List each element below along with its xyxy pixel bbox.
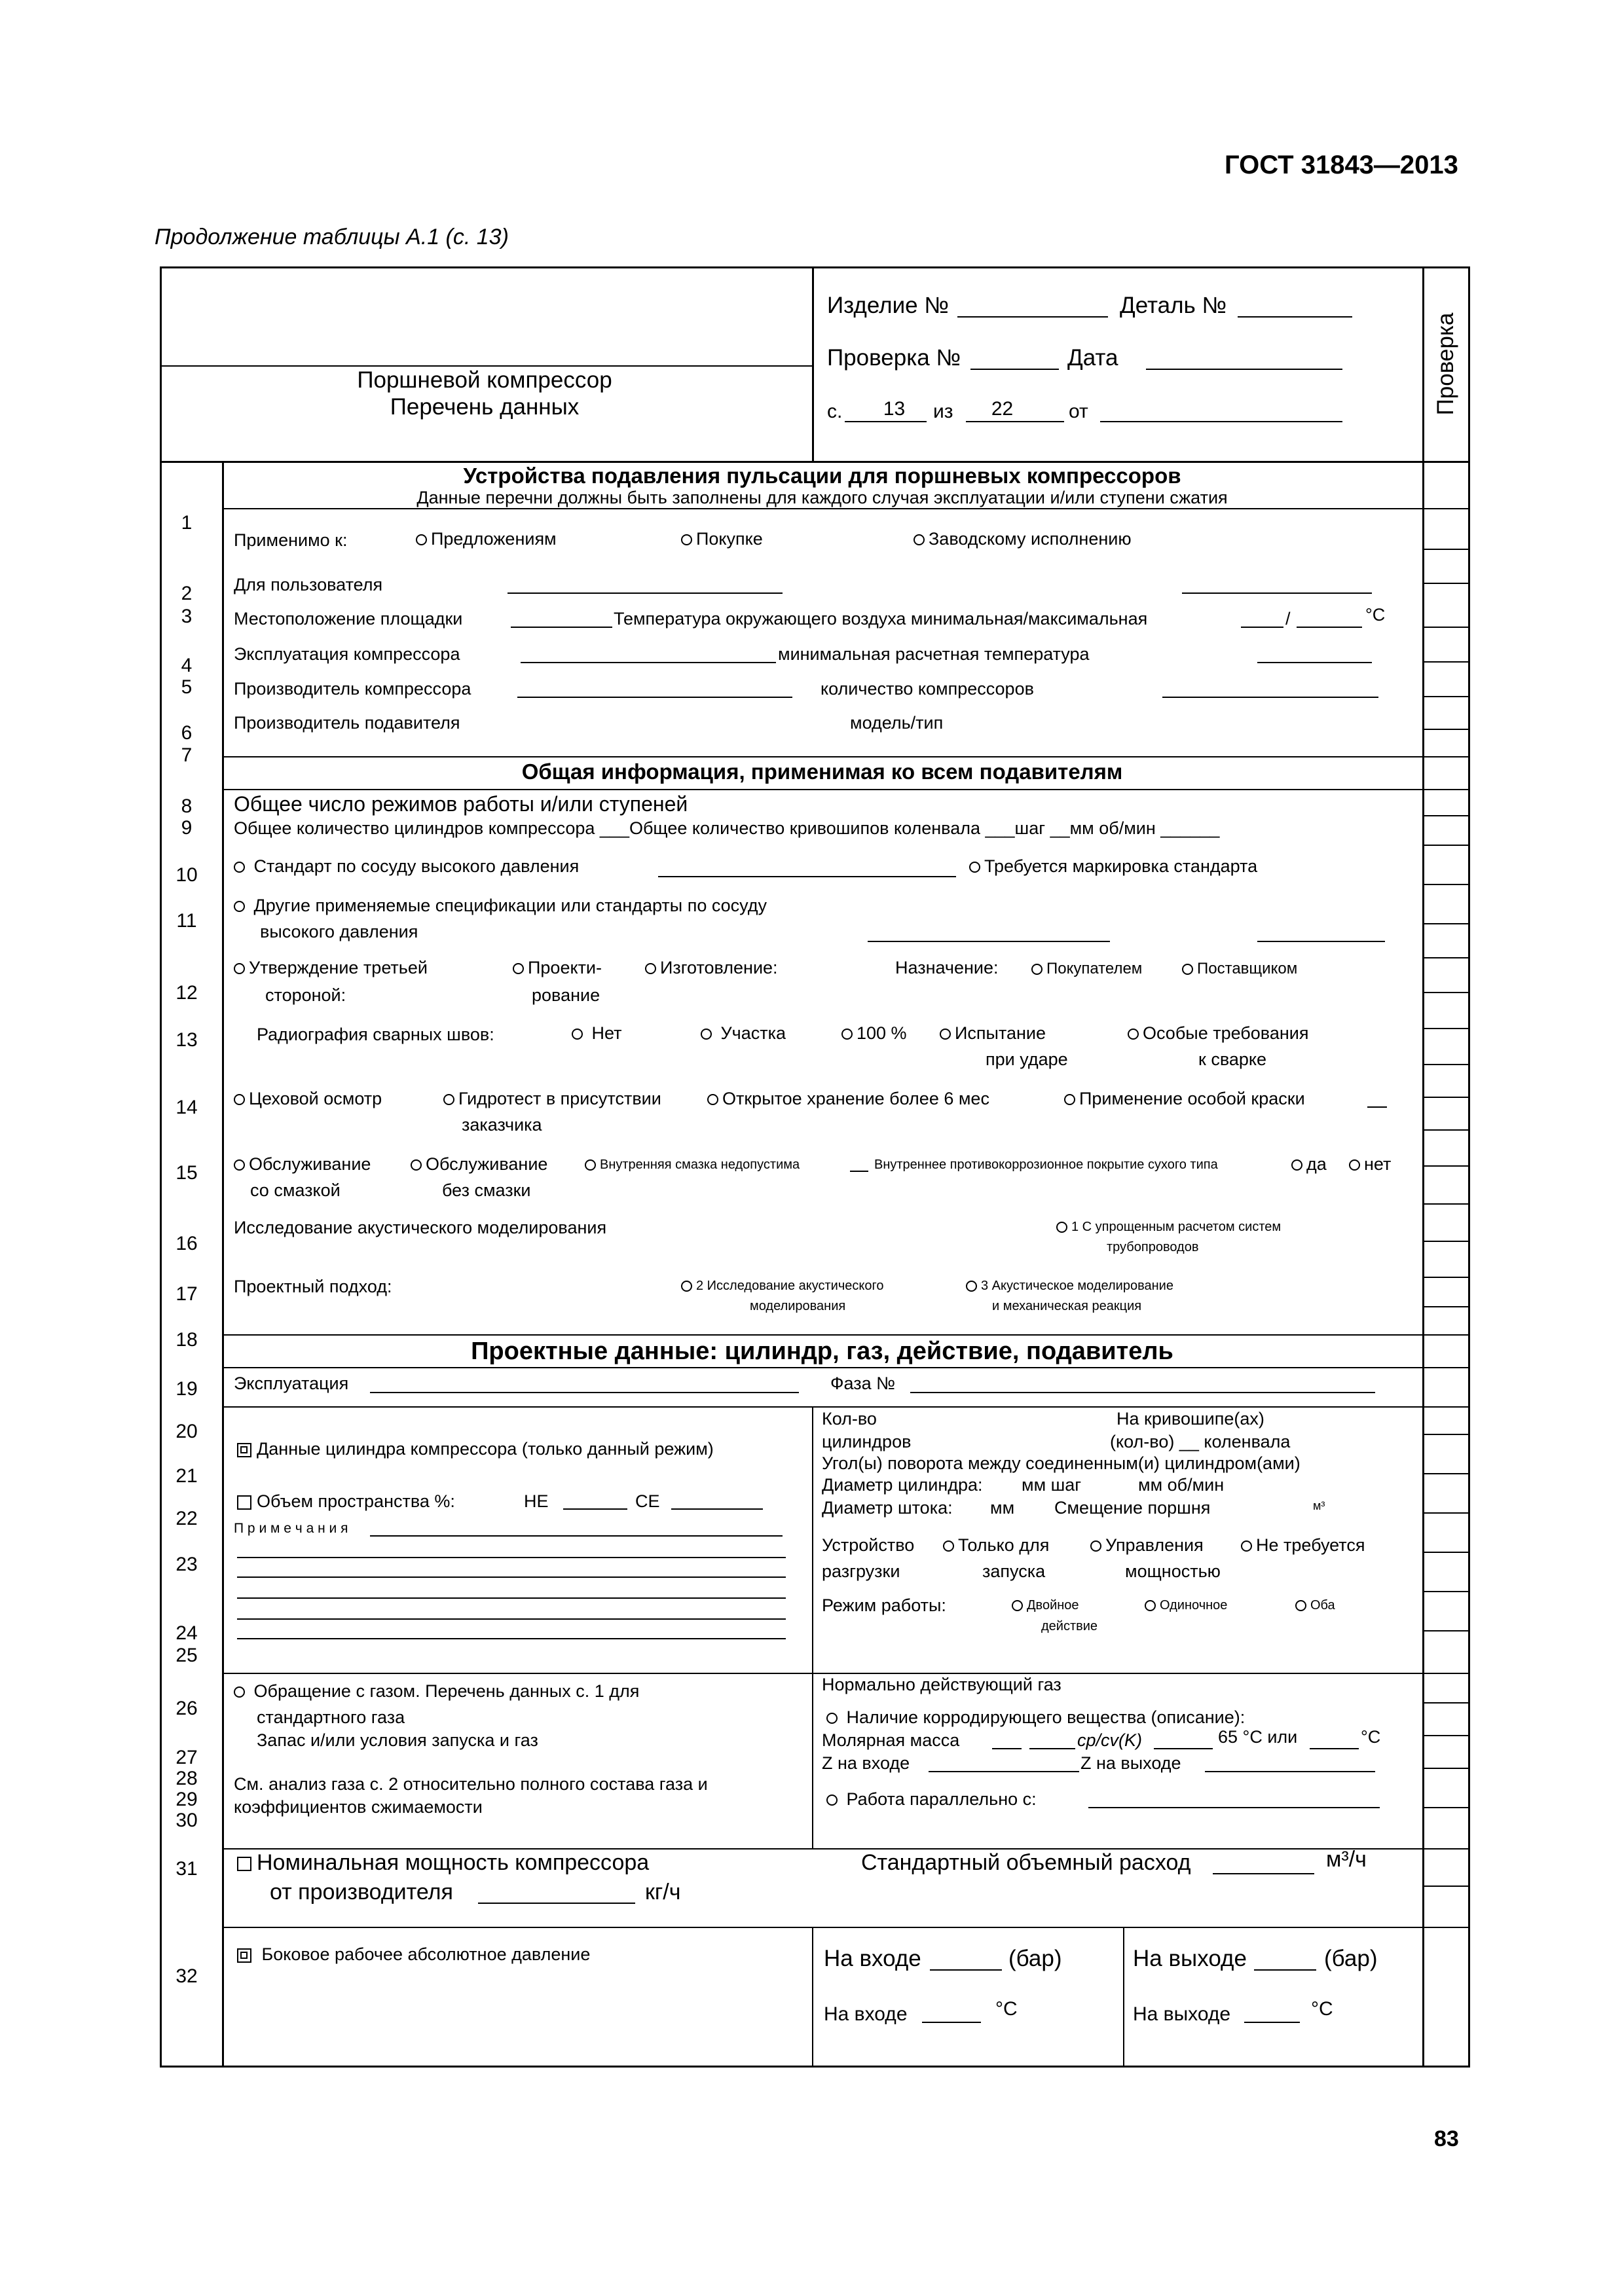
special-welding-line2: к сварке [1198,1049,1267,1069]
ce-label: СЕ [635,1491,660,1511]
notes-line[interactable] [237,1638,786,1639]
radio-icon [943,1540,954,1552]
row-number: 13 [175,1029,198,1051]
checkbox-icon [237,1857,251,1871]
opt-factory[interactable]: Заводскому исполнению [913,529,1132,549]
gas-analysis-line1: См. анализ газа с. 2 относительно полного состава газа и [234,1774,708,1794]
cylinder-count-label: Общее количество цилиндров компрессора ___Общее количество кривошипов коленвала ___шаг __мм об/мин ______ [234,818,1220,838]
molar-mass-field[interactable] [992,1748,1022,1749]
temp-unit: °С [1361,1727,1381,1747]
min-design-temp-field[interactable] [1257,662,1372,663]
rad-section[interactable]: Участка [701,1023,786,1043]
notes-line[interactable] [237,1557,786,1558]
internal-lube-field[interactable] [850,1171,868,1172]
outlet-temp-label: На выходе [1133,2003,1231,2025]
checkbox-icon [237,1495,251,1510]
radiography-label: Радиография сварных швов: [257,1025,494,1044]
check-column-label: Проверка [1433,312,1458,416]
rated-power-check[interactable]: Номинальная мощность компрессора [237,1850,649,1876]
section3-heading: Проектные данные: цилиндр, газ, действие, подавитель [471,1338,1173,1365]
not-required-option[interactable]: Не требуется [1241,1535,1365,1555]
std-vessel-field[interactable] [658,876,956,877]
single-acting-option[interactable]: Одиночное [1145,1597,1227,1613]
ambient-unit: °С [1365,605,1386,625]
radio-icon [645,963,656,974]
inlet-temp-label: На входе [824,2003,908,2025]
page-prefix: с. [827,401,843,422]
cylinders-label: цилиндров [822,1432,912,1451]
special-paint-field[interactable] [1367,1106,1387,1108]
row-number: 7 [181,744,193,766]
radio-icon [234,1094,245,1105]
notes-line[interactable] [237,1576,786,1578]
row-number: 10 [175,864,198,886]
temp-field[interactable] [1310,1748,1359,1749]
gas-handling-option[interactable]: Обращение с газом. Перечень данных с. 1 для [234,1681,639,1701]
manufacturer-label: Производитель компрессора [234,679,471,699]
check-no-field[interactable] [970,369,1059,370]
inlet-temp-field[interactable] [922,2022,981,2023]
rad-no[interactable]: Нет [572,1023,622,1043]
row-number: 3 [181,606,193,627]
capacity-control-line2: мощностью [1125,1561,1221,1581]
min-design-temp-label: минимальная расчетная температура [778,644,1090,664]
ce-field[interactable] [671,1508,763,1510]
rad-100[interactable]: 100 % [841,1023,907,1043]
radio-icon [1056,1222,1067,1233]
impact-test-line2: при ударе [986,1049,1068,1069]
special-paint[interactable]: Применение особой краски [1064,1089,1305,1108]
checkbox-checked-icon [237,1948,251,1963]
applicable-label: Применимо к: [234,530,348,550]
gas-handling-line3: Запас и/или условия запуска и газ [257,1730,538,1750]
page-num: 13 [883,398,906,420]
inlet-pressure-field[interactable] [930,1969,1002,1971]
third-party-line2: стороной: [265,985,346,1005]
radio-icon [416,534,427,545]
radio-icon [681,534,692,545]
rod-label: Диаметр штока: [822,1498,953,1518]
gas-analysis-line2: коэффициентов сжимаемости [234,1797,483,1817]
row-number: 27 [175,1747,198,1768]
section1-heading: Устройства подавления пульсации для поршневых компрессоров [463,464,1181,488]
lubricated-service[interactable]: Обслуживание [234,1154,371,1174]
nonlubricated-service[interactable]: Обслуживание [411,1154,547,1174]
row-number: 4 [181,655,193,676]
row-number: 22 [175,1508,198,1529]
s3-operation-label: Эксплуатация [234,1374,349,1393]
row-number: 29 [175,1789,198,1810]
double-acting-option[interactable]: Двойное [1012,1597,1079,1613]
form-title-line1: Поршневой компрессор [357,367,612,393]
third-party-approval[interactable]: Утверждение третьей [234,958,428,977]
notes-line[interactable] [237,1597,786,1599]
inlet-pressure-unit: (бар) [1008,1946,1062,1971]
outlet-temp-unit: °С [1311,1998,1333,2020]
rated-power-field[interactable] [478,1903,635,1904]
manufacturer-field[interactable] [517,697,792,698]
internal-lube-prohibited[interactable]: Внутренняя смазка недопустима [585,1157,800,1173]
radio-icon [701,1029,712,1040]
z-in-label: Z на входе [822,1753,910,1773]
approach-2[interactable]: 2 Исследование акустического [681,1278,883,1294]
radio-icon [681,1281,692,1292]
opt-purchase[interactable]: Покупке [681,529,763,549]
impact-test[interactable]: Испытание [940,1023,1046,1043]
bore-label: Диаметр цилиндра: [822,1475,983,1495]
outlet-temp-field[interactable] [1244,2022,1300,2023]
row-number: 24 [175,1622,198,1644]
row-number: 25 [175,1645,198,1666]
unloader-label: Устройство [822,1535,915,1555]
purpose-label: Назначение: [895,958,999,977]
total-pages-field[interactable] [966,421,1064,422]
hydrotest[interactable]: Гидротест в присутствии [443,1089,661,1108]
manufacture-option[interactable]: Изготовление: [645,958,778,977]
design-line2: рование [532,985,600,1005]
start-only-line2: запуска [982,1561,1046,1581]
radio-icon [969,862,980,873]
z-in-field[interactable] [929,1771,1079,1772]
molar-mass-field-2[interactable] [1029,1748,1075,1749]
total-pages: 22 [991,398,1014,420]
radio-icon [966,1281,977,1292]
radio-icon [1182,964,1193,975]
row-number: 28 [175,1768,198,1789]
on-crank-label: На кривошипе(ах) [1116,1409,1264,1429]
he-field[interactable] [563,1508,627,1510]
phase-field[interactable] [910,1392,1375,1393]
double-acting-line2: действие [1041,1619,1098,1633]
operation-label: Эксплуатация компрессора [234,644,460,664]
operation-field[interactable] [521,662,776,663]
std-flow-label: Стандартный объемный расход [861,1850,1191,1875]
row-number: 30 [175,1810,198,1831]
coating-no[interactable]: нет [1349,1154,1391,1174]
radio-icon [443,1094,454,1105]
deg65-label: 65 °С или [1218,1727,1298,1747]
other-specs-field-2[interactable] [1257,941,1385,942]
radio-icon [234,862,245,873]
page-num-field[interactable] [845,421,927,422]
radio-icon [826,1795,838,1806]
checkbox-checked-icon [237,1443,251,1457]
rpm-label: мм об/мин [1138,1475,1225,1495]
cp-cv-field[interactable] [1154,1748,1213,1749]
phase-label: Фаза № [830,1374,896,1393]
row-number: 20 [175,1421,198,1442]
row-number: 11 [176,910,197,932]
parallel-option[interactable]: Работа параллельно с: [826,1789,1037,1809]
approach-2-line2: моделирования [750,1299,846,1313]
acoustic-study-label: Исследование акустического моделирования [234,1218,607,1237]
rated-power-unit: кг/ч [645,1880,681,1904]
radio-icon [234,901,245,912]
notes-line[interactable] [370,1535,783,1537]
shop-inspection[interactable]: Цеховой осмотр [234,1089,382,1108]
row-number: 26 [175,1698,198,1719]
radio-icon [585,1159,596,1171]
he-label: НЕ [524,1491,549,1511]
radio-icon [572,1029,583,1040]
row-number: 12 [175,982,198,1004]
hydrotest-line2: заказчика [462,1115,542,1135]
section1-subheading: Данные перечни должны быть заполнены для каждого случая эксплуатации и/или ступени сжатия [416,488,1228,507]
row-number: 31 [175,1858,198,1880]
row-number: 17 [175,1283,198,1305]
detail-field[interactable] [1238,316,1352,318]
nonlubricated-line2: без смазки [442,1180,531,1200]
both-option[interactable]: Оба [1295,1597,1335,1613]
ambient-slash: / [1285,609,1291,629]
radio-icon [1241,1540,1252,1552]
row-number: 14 [175,1097,198,1118]
radio-icon [513,963,524,974]
radio-icon [826,1713,838,1724]
angle-label: Угол(ы) поворота между соединенным(и) цилиндром(ами) [822,1453,1301,1473]
displacement-unit: м³ [1313,1499,1325,1512]
for-user-field[interactable] [507,592,783,594]
rod-units: мм [990,1498,1015,1518]
of-label: из [933,401,953,422]
row-number: 16 [175,1233,198,1254]
corrosive-option[interactable]: Наличие корродирующего вещества (описание): [826,1707,1245,1727]
date-field[interactable] [1146,369,1342,370]
row-number: 19 [175,1378,198,1400]
by-supplier[interactable]: Поставщиком [1182,960,1297,978]
radio-icon [940,1029,951,1040]
radio-icon [1349,1159,1360,1171]
clearance-check[interactable]: Объем пространства %: [237,1491,455,1511]
approach-3-line2: и механическая реакция [992,1299,1142,1313]
outdoor-storage[interactable]: Открытое хранение более 6 мес [707,1089,989,1108]
table-caption: Продолжение таблицы А.1 (с. 13) [155,225,509,249]
other-specs[interactable]: Другие применяемые спецификации или стандарты по сосуду [234,896,767,915]
opt-proposal[interactable]: Предложениям [416,529,557,549]
site-location-field[interactable] [511,627,612,628]
radio-icon [234,1159,245,1171]
approach-1-line2: трубопроводов [1107,1240,1199,1254]
inlet-temp-unit: °С [995,1998,1018,2020]
gas-handling-line2: стандартного газа [257,1707,405,1727]
radio-icon [707,1094,718,1105]
radio-icon [1031,964,1043,975]
radio-icon [234,963,245,974]
outlet-pressure-field[interactable] [1254,1969,1316,1971]
radio-icon [913,534,925,545]
row-number: 15 [175,1162,198,1184]
std-vessel[interactable]: Стандарт по сосуду высокого давления [234,856,579,876]
notes-line[interactable] [237,1618,786,1620]
ambient-temp-label: Температура окружающего воздуха минимальная/максимальная [614,609,1148,629]
start-only-option[interactable]: Только для [943,1535,1049,1555]
z-out-label: Z на выходе [1080,1753,1181,1773]
cylinder-data-check[interactable]: Данные цилиндра компрессора (только данный режим) [237,1439,714,1459]
page-number: 83 [1434,2126,1459,2151]
notes-label: П р и м е ч а н и я [234,1521,348,1536]
inlet-pressure-label: На входе [824,1946,921,1971]
radio-icon [1090,1540,1101,1552]
radio-icon [841,1029,853,1040]
mode-label: Режим работы: [822,1595,946,1615]
internal-coating-label: Внутреннее противокоррозионное покрытие сухого типа [874,1157,1218,1172]
normal-gas-label: Нормально действующий газ [822,1675,1061,1694]
rated-power-line2: от производителя [270,1880,453,1904]
s3-operation-field[interactable] [370,1392,799,1393]
radio-icon [1145,1600,1156,1611]
radio-icon [1012,1600,1023,1611]
modes-label: Общее число режимов работы и/или ступеней [234,792,688,816]
pressure-check[interactable]: Боковое рабочее абсолютное давление [237,1944,590,1964]
row-number: 2 [181,583,193,604]
qty-label: Кол-во [822,1409,877,1429]
approach-3[interactable]: 3 Акустическое моделирование [966,1278,1173,1294]
displacement-label: Смещение поршня [1054,1498,1211,1518]
row-number: 1 [181,512,193,534]
lubricated-line2: со смазкой [250,1180,341,1200]
cp-cv-label: cp/cv(K) [1077,1730,1143,1750]
item-field[interactable] [957,316,1108,318]
damper-maker-label: Производитель подавителя [234,713,460,733]
ambient-min-field[interactable] [1241,627,1283,628]
form-title-line2: Перечень данных [390,394,580,420]
std-flow-unit: м³/ч [1326,1847,1367,1872]
ambient-max-field[interactable] [1297,627,1362,628]
approach-1[interactable]: 1 С упрощенным расчетом систем [1056,1219,1281,1235]
unloader-line2: разгрузки [822,1561,900,1581]
design-option[interactable]: Проекти- [513,958,602,977]
crank-qty-label: (кол-во) __ коленвала [1110,1432,1291,1451]
compressor-count-field[interactable] [1162,697,1378,698]
row-number: 32 [175,1965,198,1987]
row-number: 23 [175,1554,198,1575]
compressor-count-label: количество компрессоров [821,679,1034,699]
row-number: 9 [181,817,193,839]
for-user-field-2[interactable] [1182,592,1372,594]
bore-units: мм шаг [1022,1475,1082,1495]
radio-icon [411,1159,422,1171]
radio-icon [1064,1094,1075,1105]
section2-heading: Общая информация, применимая ко всем подавителям [521,759,1123,784]
other-specs-line2: высокого давления [260,922,418,941]
radio-icon [1295,1600,1306,1611]
std-flow-field[interactable] [1213,1873,1314,1874]
capacity-control-option[interactable]: Управления [1090,1535,1204,1555]
model-label: модель/тип [850,713,944,733]
special-welding[interactable]: Особые требования [1128,1023,1308,1043]
check-no-label: Проверка № [827,345,961,371]
by-buyer[interactable]: Покупателем [1031,960,1142,978]
date-label: Дата [1067,345,1118,371]
site-location-label: Местоположение площадки [234,609,463,629]
row-number: 5 [181,676,193,698]
marking-required[interactable]: Требуется маркировка стандарта [969,856,1257,876]
from-field[interactable] [1100,421,1342,422]
for-user-label: Для пользователя [234,575,383,594]
row-number: 6 [181,722,193,744]
design-approach-label: Проектный подход: [234,1277,392,1296]
row-number: 8 [181,795,193,817]
standard-code: ГОСТ 31843—2013 [1225,151,1458,179]
radio-icon [1128,1029,1139,1040]
parallel-field[interactable] [1088,1807,1380,1808]
coating-yes[interactable]: да [1291,1154,1327,1174]
other-specs-field[interactable] [868,941,1110,942]
detail-label: Деталь № [1120,293,1227,318]
radio-icon [1291,1159,1302,1171]
from-label: от [1069,401,1088,422]
row-number: 18 [175,1329,198,1351]
outlet-pressure-unit: (бар) [1324,1946,1378,1971]
item-label: Изделие № [827,293,949,318]
outlet-pressure-label: На выходе [1133,1946,1247,1971]
row-number: 21 [175,1465,198,1487]
radio-icon [234,1686,245,1698]
z-out-field[interactable] [1205,1771,1375,1772]
molar-mass-label: Молярная масса [822,1730,960,1750]
